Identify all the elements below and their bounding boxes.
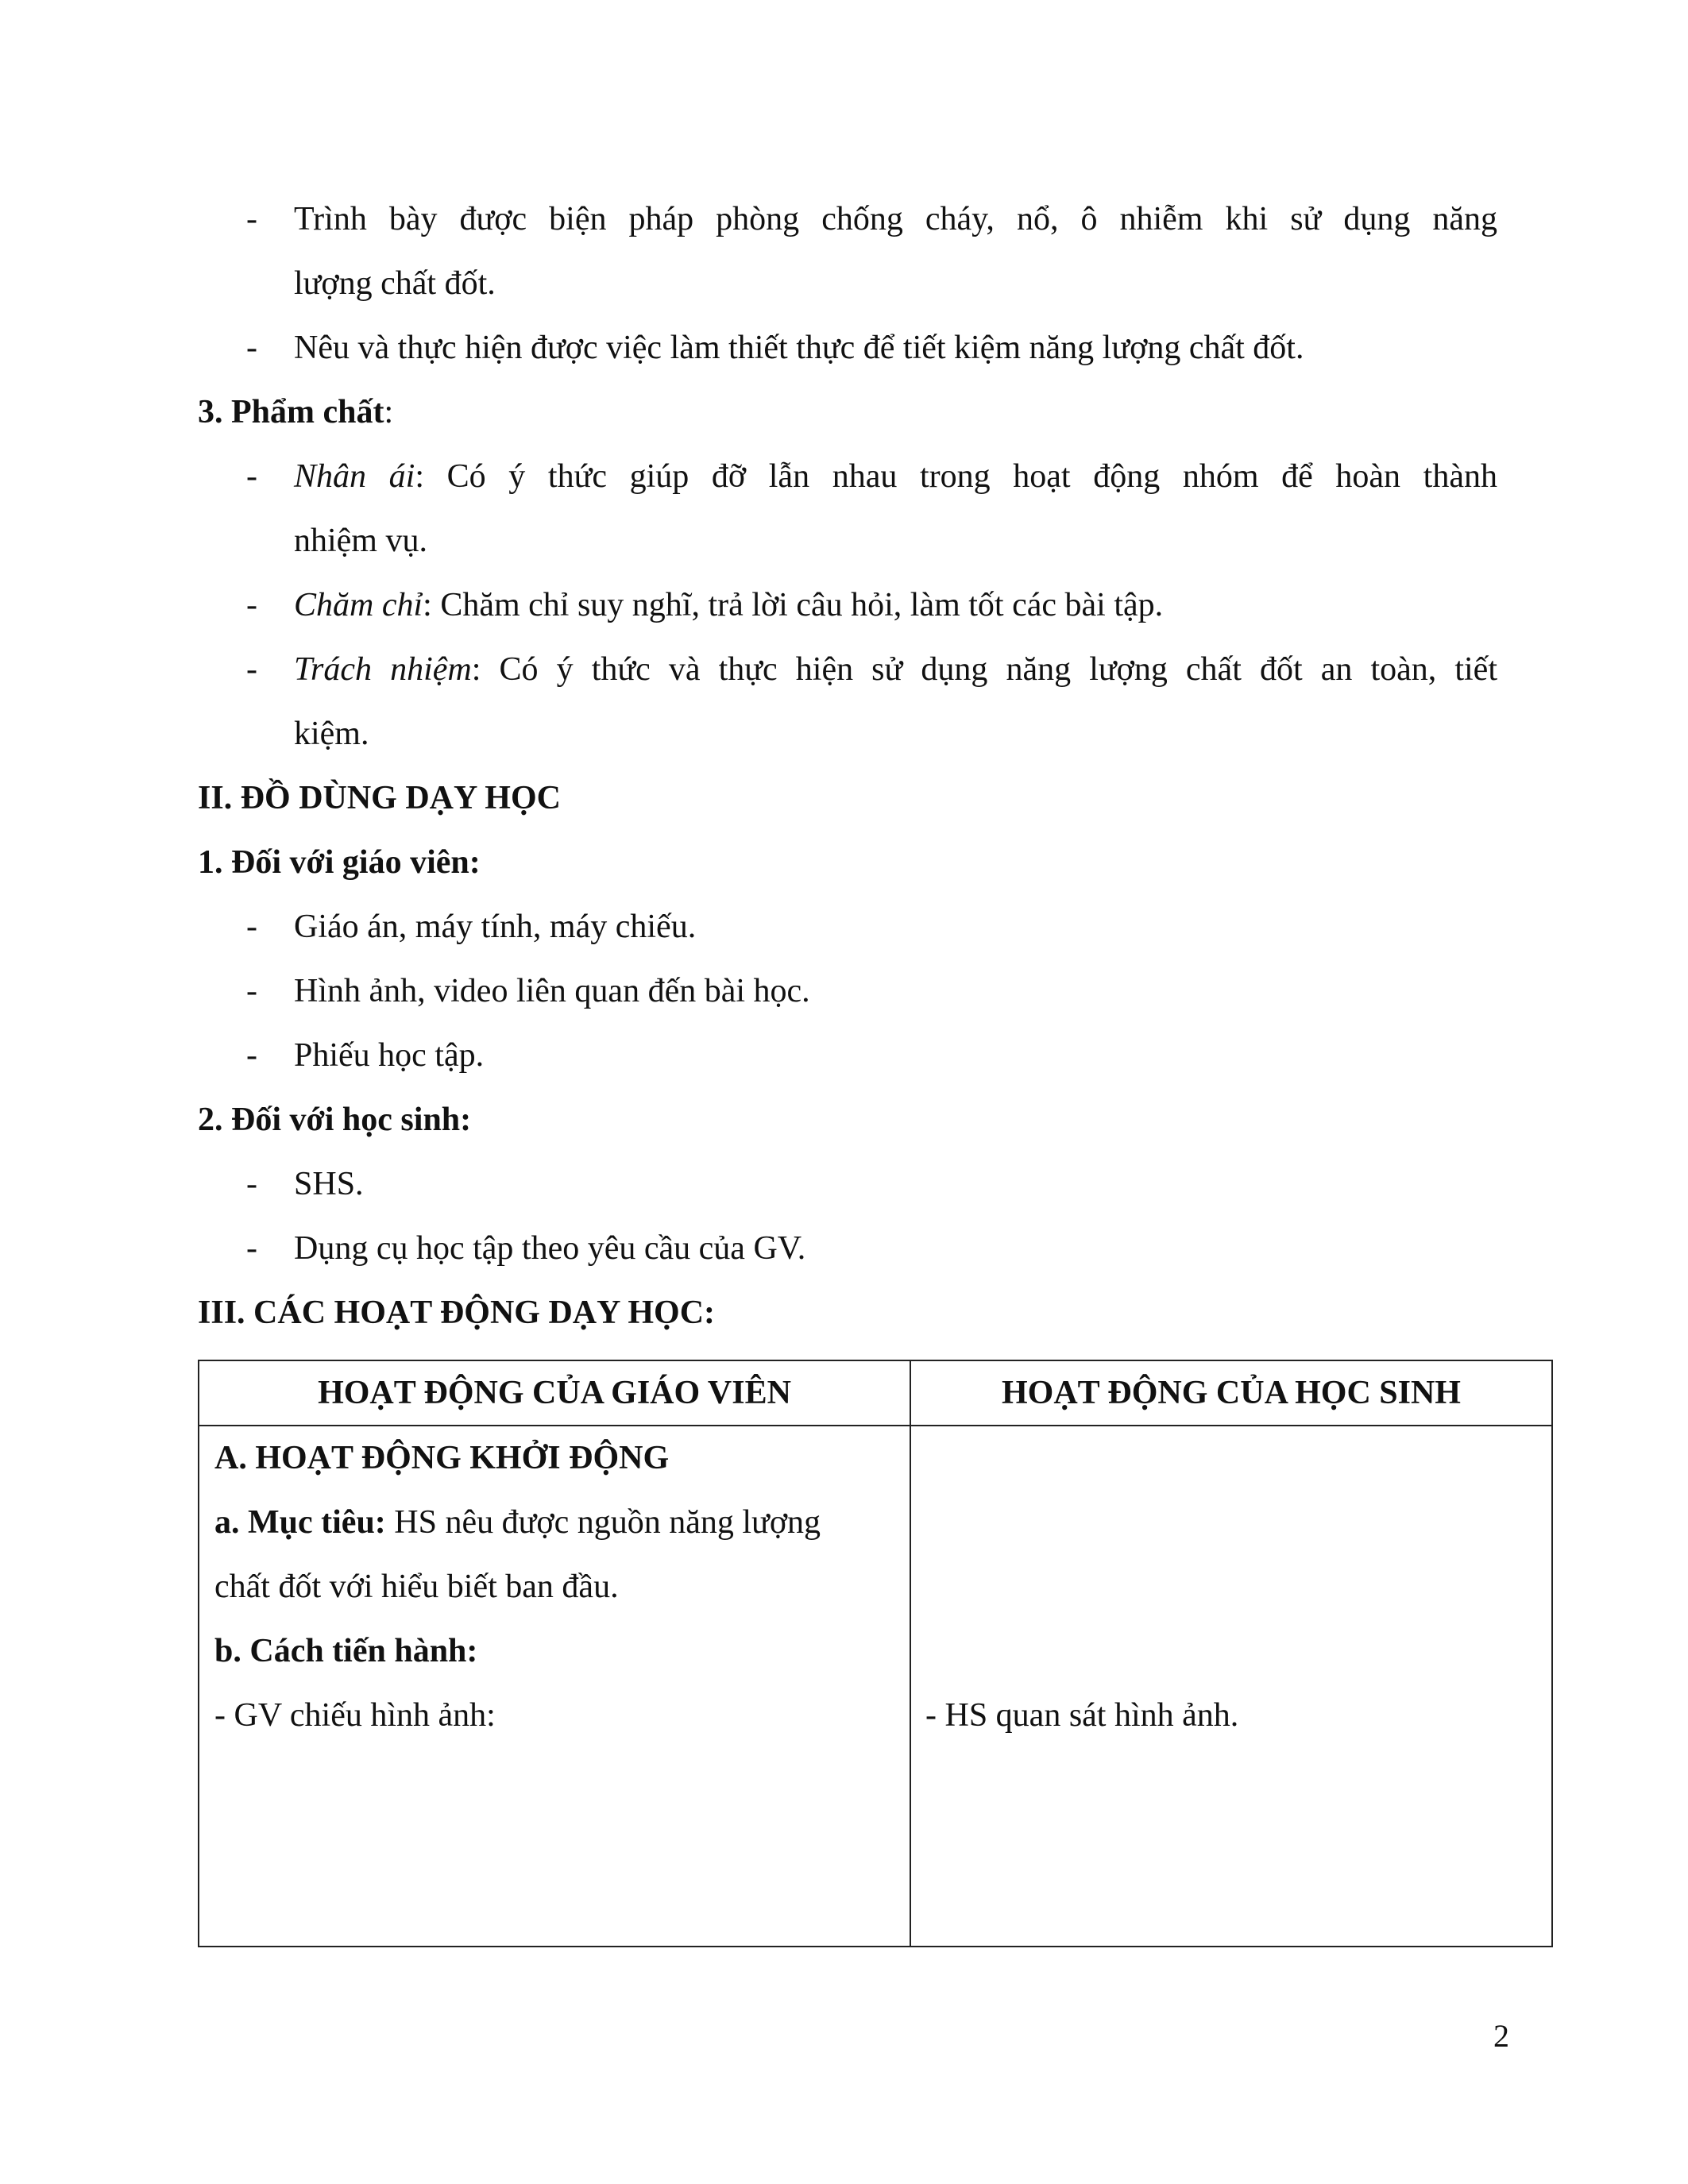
bullet-text: Phiếu học tập. <box>294 1037 485 1074</box>
method-label: b. Cách tiến hành: <box>214 1633 478 1669</box>
bullet-item <box>0 445 1688 509</box>
bullet-dash: - <box>246 651 257 688</box>
quality-description: : Chăm chỉ suy nghĩ, trả lời câu hỏi, làm tốt các bài tập. <box>423 587 1164 623</box>
bullet-text: Dụng cụ học tập theo yêu cầu của GV. <box>294 1230 806 1267</box>
part-heading-text: III. CÁC HOẠT ĐỘNG DẠY HỌC: <box>198 1295 716 1331</box>
bullet-item <box>0 573 1688 638</box>
teacher-step: - GV chiếu hình ảnh: <box>214 1697 496 1734</box>
bullet-continuation <box>0 702 1688 766</box>
bullet-text: lượng chất đốt. <box>294 265 496 302</box>
part-heading <box>0 766 1688 831</box>
bullet-text: SHS. <box>294 1166 364 1202</box>
section-heading <box>0 380 1688 445</box>
quality-term: Trách nhiệm <box>294 651 472 688</box>
page-number: 2 <box>1493 2018 1509 2054</box>
table-header-teacher: HOẠT ĐỘNG CỦA GIÁO VIÊN <box>199 1360 910 1426</box>
activities-table <box>198 1360 1553 1947</box>
bullet-dash: - <box>246 1037 257 1074</box>
bullet-text <box>294 638 1497 702</box>
quality-description: : Có ý thức và thực hiện sử dụng năng lượng chất đốt an toàn, tiết <box>471 651 1497 688</box>
bullet-dash: - <box>246 1166 257 1202</box>
activity-section-title: A. HOẠT ĐỘNG KHỞI ĐỘNG <box>214 1440 670 1476</box>
subsection-heading-text: 2. Đối với học sinh: <box>198 1102 472 1138</box>
teacher-activity-cell <box>199 1426 910 1947</box>
bullet-dash: - <box>246 201 257 237</box>
bullet-dash: - <box>246 1230 257 1267</box>
bullet-item <box>0 187 1688 252</box>
bullet-dash: - <box>246 909 257 945</box>
section-heading-text: 3. Phẩm chất <box>198 394 384 430</box>
part-heading-text: II. ĐỒ DÙNG DẠY HỌC <box>198 780 561 816</box>
subsection-heading <box>0 1088 1688 1152</box>
bullet-item <box>0 1024 1688 1088</box>
bullet-text: Nêu và thực hiện được việc làm thiết thực để tiết kiệm năng lượng chất đốt. <box>294 330 1304 366</box>
goal-text-continuation: chất đốt với hiểu biết ban đầu. <box>214 1569 619 1605</box>
bullet-dash: - <box>246 330 257 366</box>
bullet-text: Trình bày được biện pháp phòng chống cháy, nổ, ô nhiễm khi sử dụng năng <box>294 201 1497 237</box>
bullet-continuation <box>0 509 1688 573</box>
bullet-item <box>0 1152 1688 1217</box>
quality-description: : Có ý thức giúp đỡ lẫn nhau trong hoạt động nhóm để hoàn thành <box>415 458 1497 495</box>
bullet-text: Giáo án, máy tính, máy chiếu. <box>294 909 697 945</box>
bullet-text <box>294 445 1497 509</box>
subsection-heading-text: 1. Đối với giáo viên: <box>198 844 481 881</box>
subsection-heading <box>0 831 1688 895</box>
student-activity-cell <box>910 1426 1552 1947</box>
bullet-text: nhiệm vụ. <box>294 523 427 559</box>
student-step: - HS quan sát hình ảnh. <box>925 1697 1239 1734</box>
bullet-text: Hình ảnh, video liên quan đến bài học. <box>294 973 810 1009</box>
quality-term: Nhân ái <box>294 458 415 495</box>
table-header-student: HOẠT ĐỘNG CỦA HỌC SINH <box>910 1360 1552 1426</box>
bullet-dash: - <box>246 458 257 495</box>
table-header-row <box>199 1360 1552 1426</box>
bullet-continuation <box>0 252 1688 316</box>
bullet-dash: - <box>246 973 257 1009</box>
bullet-item <box>0 638 1688 702</box>
bullet-item <box>0 316 1688 380</box>
goal-label: a. Mục tiêu: <box>214 1504 386 1541</box>
goal-line <box>214 1491 821 1555</box>
section-heading-colon: : <box>384 394 394 430</box>
table-row <box>199 1426 1552 1947</box>
bullet-item <box>0 895 1688 959</box>
quality-term: Chăm chỉ <box>294 587 423 623</box>
part-heading <box>0 1281 1688 1345</box>
goal-text: HS nêu được nguồn năng lượng <box>385 1504 821 1541</box>
bullet-text <box>294 573 1497 638</box>
bullet-text: kiệm. <box>294 716 369 752</box>
bullet-item <box>0 959 1688 1024</box>
bullet-item <box>0 1217 1688 1281</box>
bullet-dash: - <box>246 587 257 623</box>
